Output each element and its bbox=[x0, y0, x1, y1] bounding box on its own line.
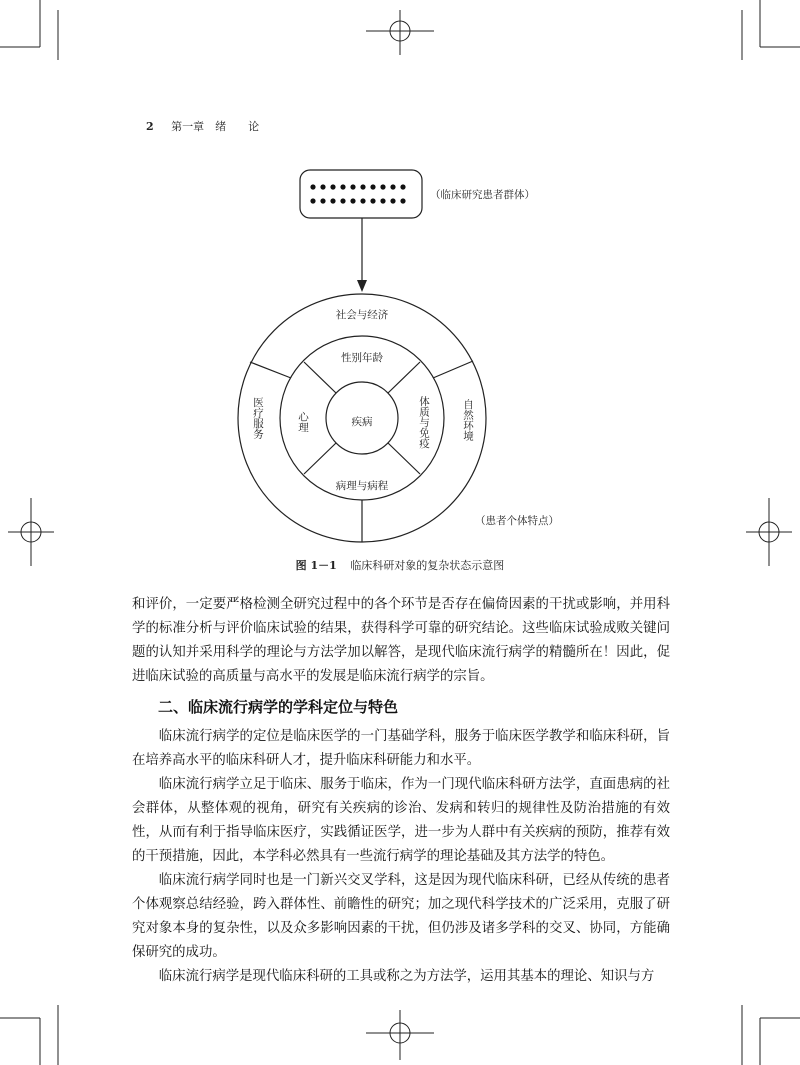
body-text bbox=[132, 593, 670, 989]
outer-left-label: 医疗服务 bbox=[252, 397, 264, 439]
chapter-title: 第一章 绪 论 bbox=[171, 120, 260, 133]
outer-top-label: 社会与经济 bbox=[335, 309, 389, 321]
figure-caption bbox=[0, 557, 800, 573]
inner-left-label: 心理 bbox=[297, 411, 309, 433]
individual-traits-label: （患者个体特点） bbox=[475, 515, 559, 527]
section-heading: 二、临床流行病学的学科定位与特色 bbox=[158, 698, 399, 716]
patient-group-box bbox=[300, 170, 422, 218]
page-number: 2 bbox=[146, 120, 154, 133]
caption-text: 临床科研对象的复杂状态示意图 bbox=[350, 559, 505, 572]
paragraph-1: 和评价，一定要严格检测全研究过程中的各个环节是否存在偏倚因素的干扰或影响，并用科学的标准分析与评价临床试验的结果，获得科学可靠的研究结论。这些临床试验成败关键问题的认知并采用科学的理论与方法学加以解答，是现代临床流行病学的精髓所在！因此，促进临床试验的高质量与高水平的发展是临床流行病学的宗旨。 bbox=[132, 597, 670, 684]
caption-number: 图 1－1 bbox=[295, 559, 337, 572]
inner-right-label: 体质与免疫 bbox=[418, 395, 430, 449]
inner-top-label: 性别年龄 bbox=[341, 352, 383, 364]
patient-group-label: （临床研究患者群体） bbox=[430, 189, 535, 201]
arrow-head bbox=[357, 280, 367, 292]
inner-bottom-label: 病理与病程 bbox=[335, 480, 389, 492]
center-label: 疾病 bbox=[351, 416, 373, 428]
paragraph-3: 临床流行病学立足于临床、服务于临床，作为一门现代临床科研方法学，直面患病的社会群体，从整体观的视角，研究有关疾病的诊治、发病和转归的规律性及防治措施的有效性，从而有利于指导临床医疗，实践循证医学，进一步为人群中有关疾病的预防，推荐有效的干预措施，因此，本学科必然具有一些流行病学的理论基础及其方法学的特色。 bbox=[132, 777, 670, 864]
paragraph-4: 临床流行病学同时也是一门新兴交叉学科，这是因为现代临床科研，已经从传统的患者个体观察总结经验，跨入群体性、前瞻性的研究；加之现代科学技术的广泛采用，克服了研究对象本身的复杂性，以及众多影响因素的干扰，但仍涉及诸多学科的交叉、协同，方能确保研究的成功。 bbox=[132, 873, 670, 960]
paragraph-2: 临床流行病学的定位是临床医学的一门基础学科，服务于临床医学教学和临床科研，旨在培养高水平的临床科研人才，提升临床科研能力和水平。 bbox=[132, 729, 670, 768]
paragraph-5: 临床流行病学是现代临床科研的工具或称之为方法学，运用其基本的理论、知识与方 bbox=[158, 969, 655, 984]
outer-right-label: 自然环境 bbox=[462, 399, 474, 441]
patient-dots bbox=[310, 184, 405, 203]
